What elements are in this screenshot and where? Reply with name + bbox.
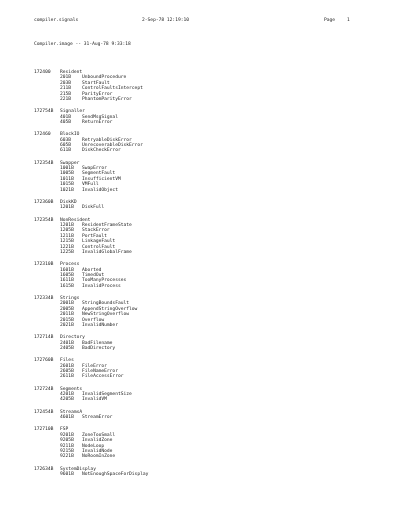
signal-entry [34, 188, 374, 193]
group-code: 172310B [34, 262, 54, 268]
signal-group [34, 109, 374, 125]
signal-name: InvalidZone [82, 438, 113, 444]
group-name: Process [60, 262, 80, 268]
signal-name: FileError [82, 363, 107, 369]
group-name: Resident [60, 70, 83, 75]
signal-name: UnboundProcedure [82, 75, 127, 81]
group-code: 172634B [34, 466, 54, 472]
signal-name: UnrecoverableDiskError [82, 143, 143, 149]
signal-code: 405B [60, 120, 72, 126]
signal-name: SendMsgSignal [82, 114, 118, 120]
signal-name: Aborted [82, 267, 102, 273]
signal-entry [34, 472, 374, 477]
signal-name: RetryableDiskError [82, 137, 132, 143]
signal-name: ControlFault [82, 244, 116, 250]
signal-code: 2011B [60, 312, 74, 318]
group-name: DiskKD [60, 199, 77, 205]
signal-name: VMFull [82, 182, 99, 188]
signal-code: 1225B [60, 249, 74, 255]
group-code: 172460 [34, 132, 51, 138]
signal-name: NewStringOverflow [82, 312, 130, 318]
signal-group [34, 358, 374, 380]
signal-name: ControlFaultsIntercept [82, 86, 143, 92]
header-page-number: 1 [347, 18, 350, 23]
signal-code: 1021B [60, 187, 74, 193]
signal-name: StringBoundsFault [82, 301, 130, 307]
signal-code: 605B [60, 143, 72, 149]
signal-code: 221B [60, 97, 72, 103]
signal-code: 9601B [60, 471, 74, 477]
group-name: StreamsA [60, 409, 83, 415]
signal-group [34, 218, 374, 256]
signal-groups [34, 70, 374, 484]
signal-code: 203B [60, 80, 72, 86]
signal-group [34, 200, 374, 211]
signal-name: DiskCheckError [82, 148, 121, 154]
signal-name: InvalidNumber [82, 323, 118, 329]
group-code: 172354B [34, 217, 54, 223]
signal-group [34, 410, 374, 421]
signal-name: InvalidGlobalFrame [82, 249, 132, 255]
signal-name: SwapError [82, 166, 107, 172]
signal-group [34, 387, 374, 403]
signal-code: 2401B [60, 340, 74, 346]
signal-code: 2605B [60, 369, 74, 375]
signal-code: 1201B [60, 222, 74, 228]
signal-group [34, 161, 374, 193]
group-name: Signaller [60, 109, 85, 115]
signal-name: ReturnError [82, 120, 113, 126]
signal-code: 1205B [60, 228, 74, 234]
signal-name: Overflow [82, 317, 105, 323]
signal-code: 1615B [60, 283, 74, 289]
signal-code: 4601B [60, 415, 74, 421]
group-name: Directory [60, 335, 85, 341]
signal-code: 2021B [60, 323, 74, 329]
signal-entry [34, 205, 374, 210]
signal-code: 9201B [60, 432, 74, 438]
signal-entry [34, 120, 374, 125]
signal-name: BadDirectory [82, 346, 116, 352]
group-name: Strings [60, 295, 80, 301]
signal-code: 9205B [60, 438, 74, 444]
signal-code: 211B [60, 86, 72, 92]
group-code: 172754B [34, 109, 54, 115]
signal-code: 2005B [60, 306, 74, 312]
signal-name: PhantomParityError [82, 97, 132, 103]
signal-group [34, 70, 374, 102]
signal-code: 1211B [60, 233, 74, 239]
group-code: 172334B [34, 295, 54, 301]
header-timestamp: 2-Sep-78 12:19:10 [142, 18, 190, 23]
group-name: SystemDisplay [60, 466, 96, 472]
signal-code: 9221B [60, 454, 74, 460]
group-code: 172714B [34, 335, 54, 341]
signal-name: BadFilename [82, 340, 113, 346]
signal-name: ResidentFrameState [82, 222, 132, 228]
signal-name: PortFault [82, 233, 107, 239]
signal-name: StreamError [82, 415, 113, 421]
signal-name: StackError [82, 228, 110, 234]
signal-group [34, 262, 374, 289]
signal-code: 1221B [60, 244, 74, 250]
signal-code: 1201B [60, 205, 74, 211]
signal-group [34, 427, 374, 459]
signal-entry [34, 97, 374, 102]
signal-code: 1015B [60, 182, 74, 188]
signal-code: 1215B [60, 239, 74, 245]
signal-code: 1611B [60, 278, 74, 284]
signal-code: 215B [60, 91, 72, 97]
signal-entry [34, 148, 374, 153]
signal-name: StartFault [82, 80, 110, 86]
group-name: BlockIO [60, 132, 80, 138]
header-page-label: Page [324, 18, 336, 23]
group-name: Files [60, 358, 74, 364]
signal-name: FileAccessError [82, 374, 124, 380]
signal-code: 1011B [60, 176, 74, 182]
signal-entry [34, 284, 374, 289]
signal-name: InvalidProcess [82, 283, 121, 289]
signal-code: 1001B [60, 166, 74, 172]
group-name: Segments [60, 386, 83, 392]
signal-name: ParityError [82, 91, 113, 97]
signal-code: 2015B [60, 317, 74, 323]
signal-name: LinkageFault [82, 239, 116, 245]
signal-code: 9215B [60, 448, 74, 454]
signal-name: NotEnoughSpaceForDisplay [82, 471, 149, 477]
signal-entry [34, 415, 374, 420]
signal-code: 611B [60, 148, 72, 154]
signal-name: TooManyProcesses [82, 278, 127, 284]
signal-name: InvalidObject [82, 187, 118, 193]
signal-name: InsufficientVM [82, 176, 121, 182]
group-code: 172354B [34, 160, 54, 166]
signal-entry [34, 346, 374, 351]
signal-code: 201B [60, 75, 72, 81]
signal-name: ZoneTooSmall [82, 432, 116, 438]
signal-entry [34, 397, 374, 402]
group-name: Swapper [60, 160, 80, 166]
signal-name: NodeLoop [82, 443, 105, 449]
signal-entry [34, 374, 374, 379]
signal-name: TimedOut [82, 272, 105, 278]
group-code: 172710B [34, 427, 54, 433]
signal-group [34, 296, 374, 328]
signal-code: 1605B [60, 272, 74, 278]
signal-code: 9211B [60, 443, 74, 449]
group-code: 172760B [34, 358, 54, 364]
signal-code: 2611B [60, 374, 74, 380]
signal-code: 1005B [60, 171, 74, 177]
group-code: 172454B [34, 409, 54, 415]
signal-name: InvalidVM [82, 397, 107, 403]
signal-group [34, 467, 374, 478]
signal-code: 4205B [60, 397, 74, 403]
signal-code: 1601B [60, 267, 74, 273]
signal-group [34, 335, 374, 351]
signal-code: 603B [60, 137, 72, 143]
signal-code: 401B [60, 114, 72, 120]
signal-name: SegmentFault [82, 171, 116, 177]
group-code: 172400 [34, 70, 51, 75]
group-name: NonResident [60, 217, 91, 223]
signal-name: NoRoomInZone [82, 454, 116, 460]
group-name: FSP [60, 427, 69, 433]
signal-name: DiskFull [82, 205, 105, 211]
signal-entry [34, 323, 374, 328]
signal-name: AppendStringOverflow [82, 306, 138, 312]
signal-code: 2601B [60, 363, 74, 369]
header-filename: compiler.signals [34, 18, 79, 23]
signal-group [34, 132, 374, 154]
signal-code: 2001B [60, 301, 74, 307]
image-subtitle: Compiler.image -- 31-Aug-78 9:33:18 [34, 42, 131, 47]
group-code: 172360B [34, 199, 54, 205]
signal-entry [34, 454, 374, 459]
signal-name: FileNameError [82, 369, 118, 375]
signal-code: 4201B [60, 392, 74, 398]
group-code: 172724B [34, 386, 54, 392]
signal-name: InvalidSegmentSize [82, 392, 132, 398]
signal-entry [34, 250, 374, 255]
signal-code: 2405B [60, 346, 74, 352]
signal-name: InvalidNode [82, 448, 113, 454]
